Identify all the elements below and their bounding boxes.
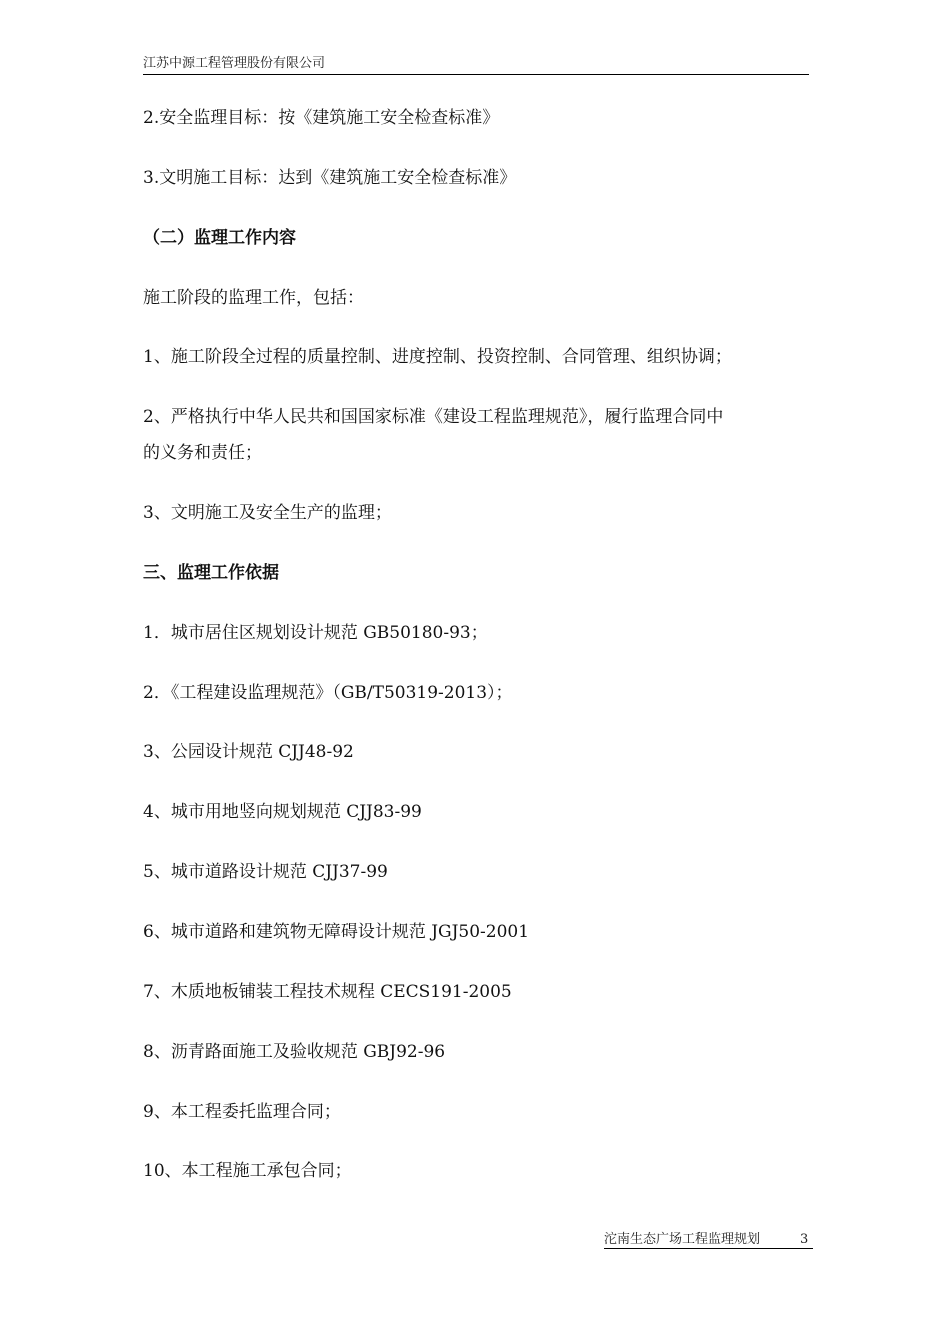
footer-document-title: 沱南生态广场工程监理规划: [604, 1232, 761, 1247]
page-footer: [604, 1232, 813, 1249]
construction-phase-intro: 施工阶段的监理工作，包括：: [143, 288, 364, 308]
civilized-construction-goal-line: 3.文明施工目标：达到《建筑施工安全检查标准》: [143, 168, 517, 188]
basis-item-2: 2．《工程建设监理规范》（GB/T50319-2013）；: [143, 683, 513, 703]
basis-item-9: 9、本工程委托监理合同；: [143, 1102, 341, 1122]
section-heading-work-basis: 三、监理工作依据: [143, 563, 279, 583]
header-company-name: 江苏中源工程管理股份有限公司: [143, 56, 326, 71]
page-header: [143, 56, 809, 75]
basis-item-8: 8、沥青路面施工及验收规范 GBJ92-96: [143, 1042, 446, 1062]
basis-item-4: 4、城市用地竖向规划规范 CJJ83-99: [143, 802, 422, 822]
safety-goal-line: 2.安全监理目标：按《建筑施工安全检查标准》: [143, 108, 500, 128]
basis-item-6: 6、城市道路和建筑物无障碍设计规范 JGJ50-2001: [143, 922, 530, 942]
section-heading-work-content: （二）监理工作内容: [143, 228, 296, 248]
basis-item-7: 7、木质地板铺装工程技术规程 CECS191-2005: [143, 982, 512, 1002]
work-content-item-2-continued: 的义务和责任；: [143, 443, 262, 463]
work-content-item-2: 2、严格执行中华人民共和国国家标准《建设工程监理规范》，履行监理合同中: [143, 407, 724, 427]
basis-item-5: 5、城市道路设计规范 CJJ37-99: [143, 862, 388, 882]
work-content-item-3: 3、文明施工及安全生产的监理；: [143, 503, 392, 523]
work-content-item-1: 1、施工阶段全过程的质量控制、进度控制、投资控制、合同管理、组织协调；: [143, 347, 732, 367]
basis-item-1: 1．城市居住区规划设计规范 GB50180-93；: [143, 623, 488, 643]
basis-item-10: 10、本工程施工承包合同；: [143, 1161, 352, 1181]
basis-item-3: 3、公园设计规范 CJJ48-92: [143, 742, 354, 762]
footer-page-number: 3: [800, 1232, 809, 1247]
